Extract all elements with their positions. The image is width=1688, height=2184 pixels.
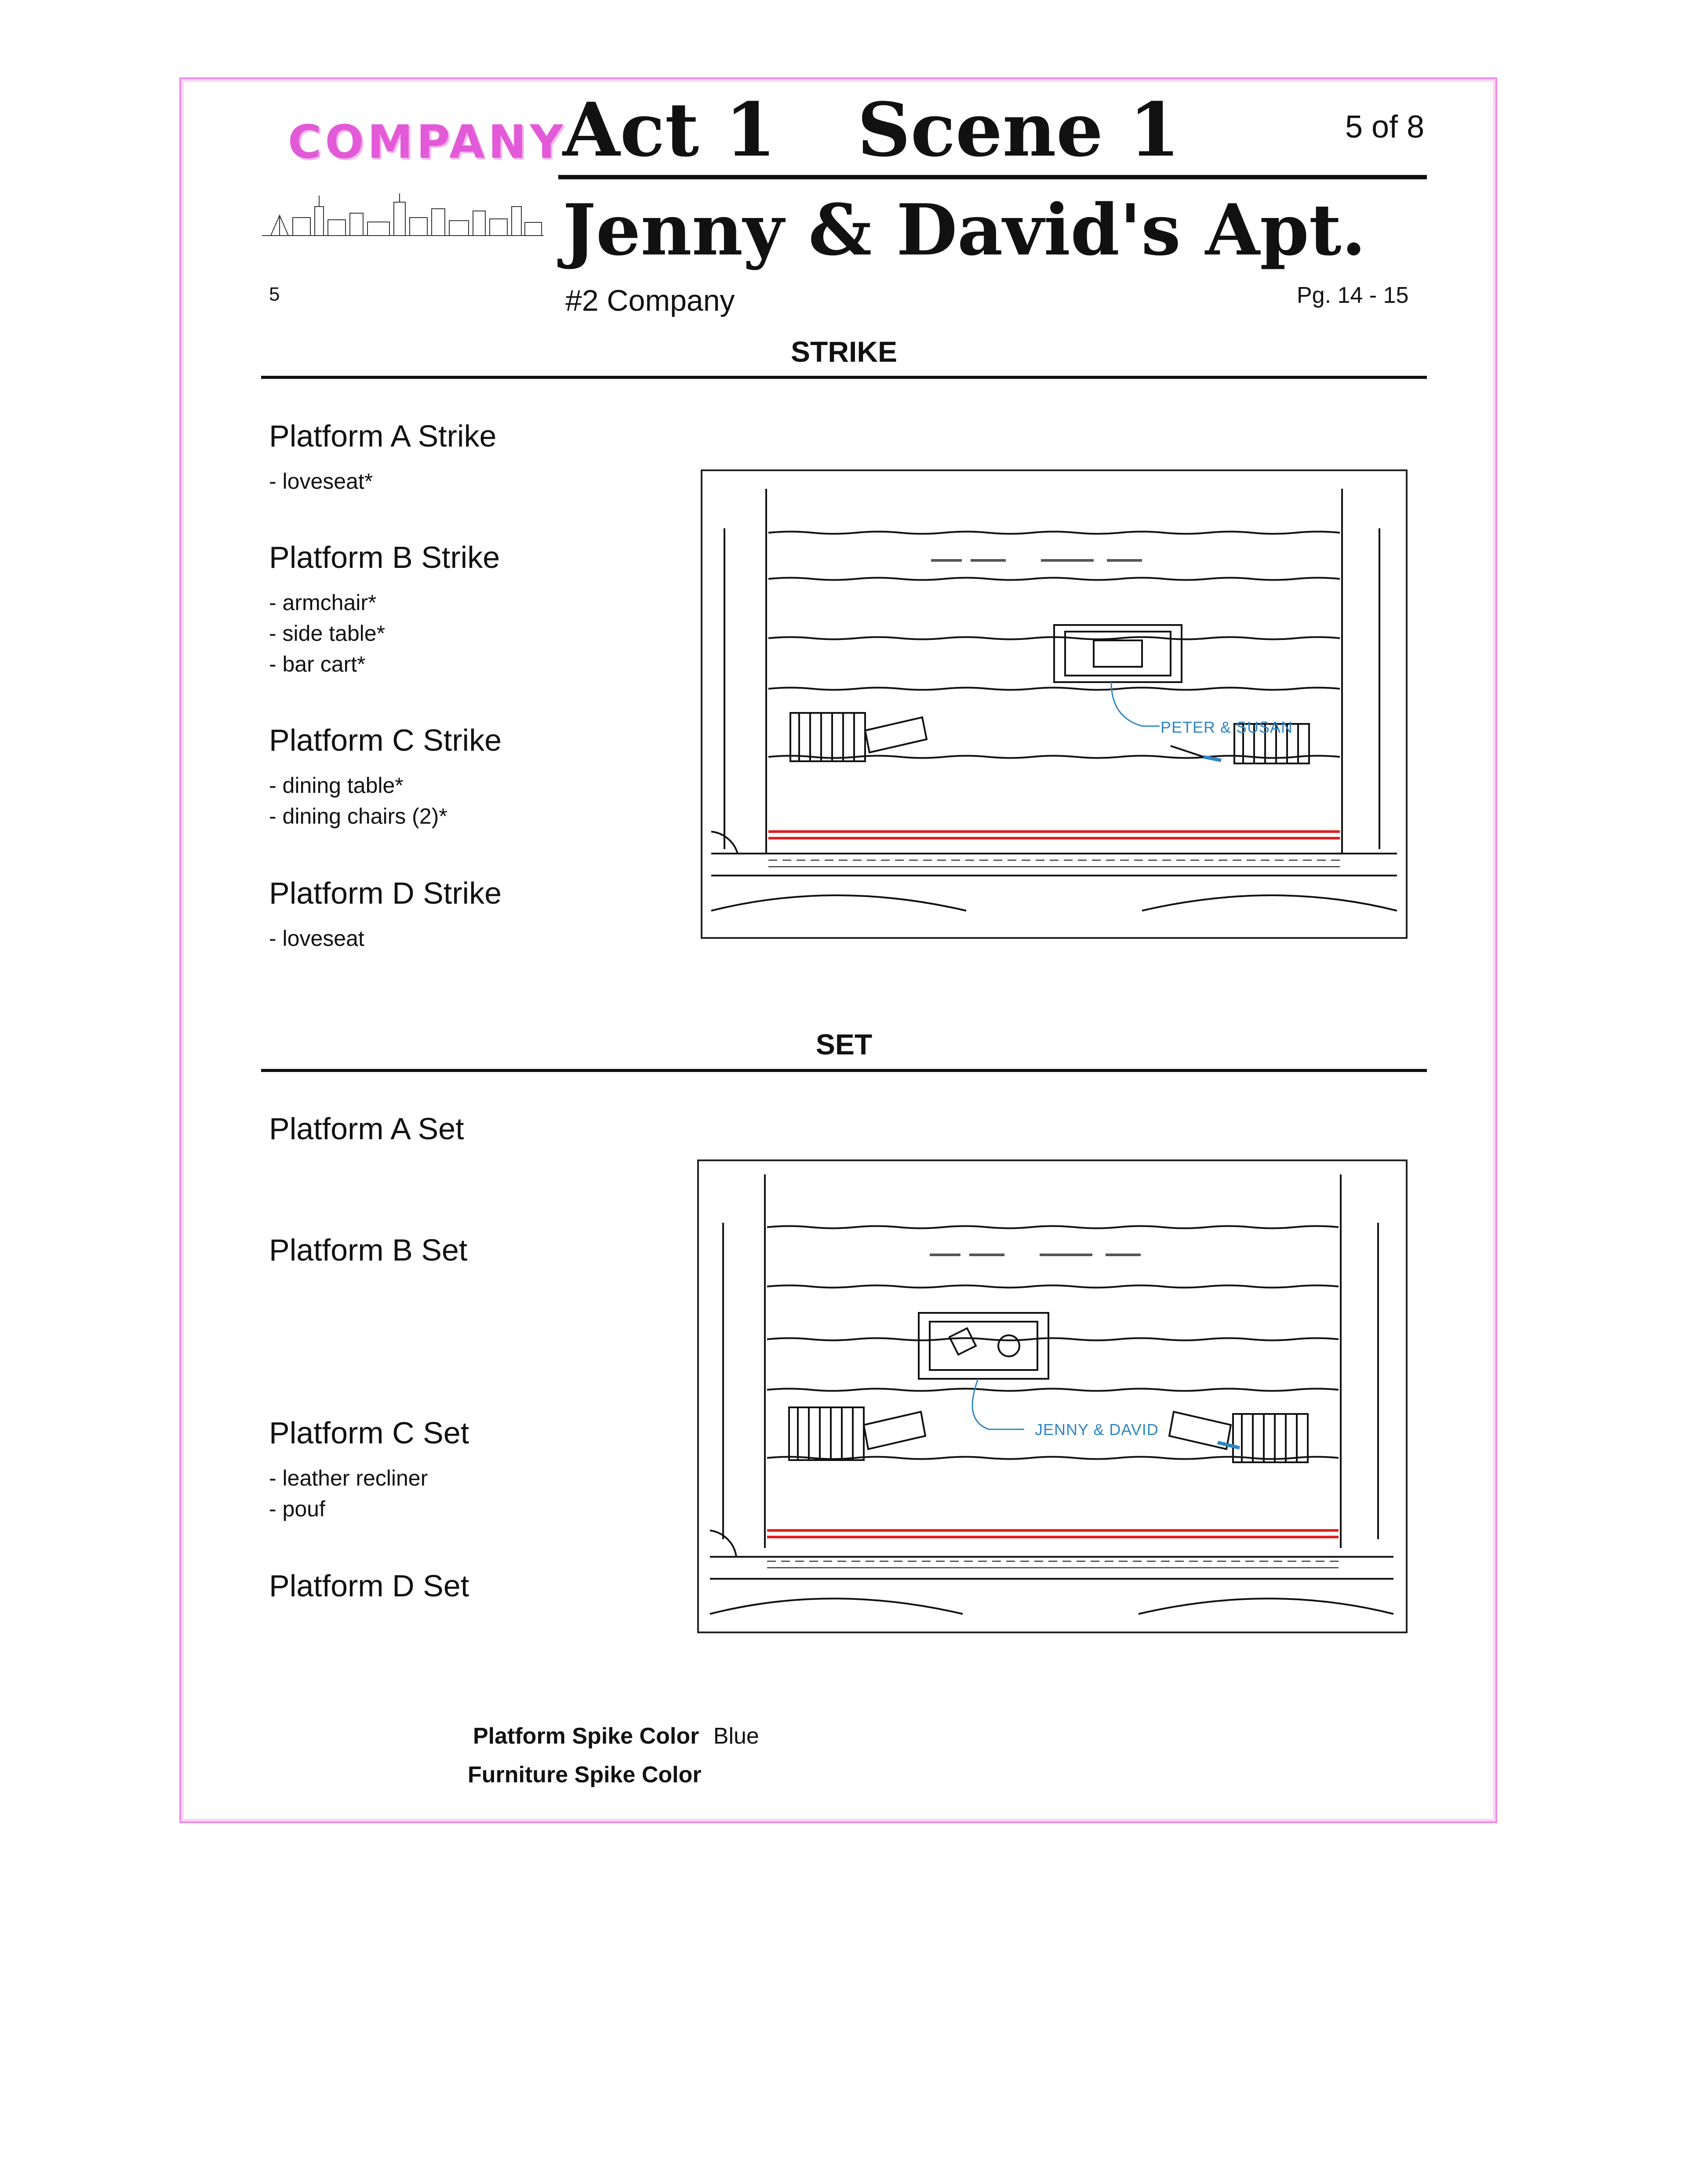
platform-spike-value: Blue [713,1723,759,1749]
list-item: - armchair* [269,590,377,615]
groundplan-drawing [702,471,1406,937]
set-platform-b-label: Platform B Set [269,1233,468,1267]
strike-platform-b-label: Platform B Strike [269,540,500,574]
strike-platform-d-items [269,923,364,954]
act-heading: Act 1 [563,86,776,173]
show-logo: COMPANY [288,115,567,169]
list-item: - dining chairs (2)* [269,804,447,829]
strike-platform-c-items [269,770,447,832]
list-item: - pouf [269,1497,325,1521]
strike-platform-c-label: Platform C Strike [269,723,502,757]
set-platform-a-label: Platform A Set [269,1112,464,1146]
furniture-spike-label: Furniture Spike Color [468,1762,702,1788]
set-platform-c-label: Platform C Set [269,1416,469,1450]
furniture-spike-color-row [468,1762,709,1788]
list-item: - loveseat [269,926,364,951]
strike-rule [261,376,1427,379]
scene-location: Jenny & David's Apt. [563,189,1366,271]
list-item: - bar cart* [269,652,366,676]
set-groundplan [697,1159,1408,1633]
page-of-count: 5 of 8 [1345,109,1425,145]
strike-groundplan [701,469,1408,939]
strike-platform-d-label: Platform D Strike [269,876,502,910]
script-pages: Pg. 14 - 15 [1297,283,1409,308]
strike-platform-b-items [269,587,385,680]
song-title: #2 Company [565,284,735,317]
list-item: - dining table* [269,773,404,798]
scene-heading: Scene 1 [857,86,1180,173]
list-item: - side table* [269,621,386,646]
set-section-title: SET [815,1028,873,1061]
diagram-character-tag: PETER & SUSAN [1160,718,1293,736]
groundplan-drawing [699,1161,1406,1632]
list-item: - loveseat* [269,469,373,494]
set-platform-d-label: Platform D Set [269,1569,469,1603]
platform-spike-color-row [473,1723,759,1749]
skyline-logo-art [262,193,543,237]
strike-platform-a-items [269,466,373,497]
set-platform-c-items [269,1463,428,1524]
diagram-character-tag: JENNY & DAVID [1035,1421,1159,1439]
page-number: 5 [269,283,280,305]
strike-section-title: STRIKE [790,335,898,368]
set-rule [261,1069,1427,1072]
list-item: - leather recliner [269,1466,428,1490]
strike-platform-a-label: Platform A Strike [269,419,497,453]
header-rule [558,175,1427,179]
platform-spike-label: Platform Spike Color [473,1723,699,1749]
